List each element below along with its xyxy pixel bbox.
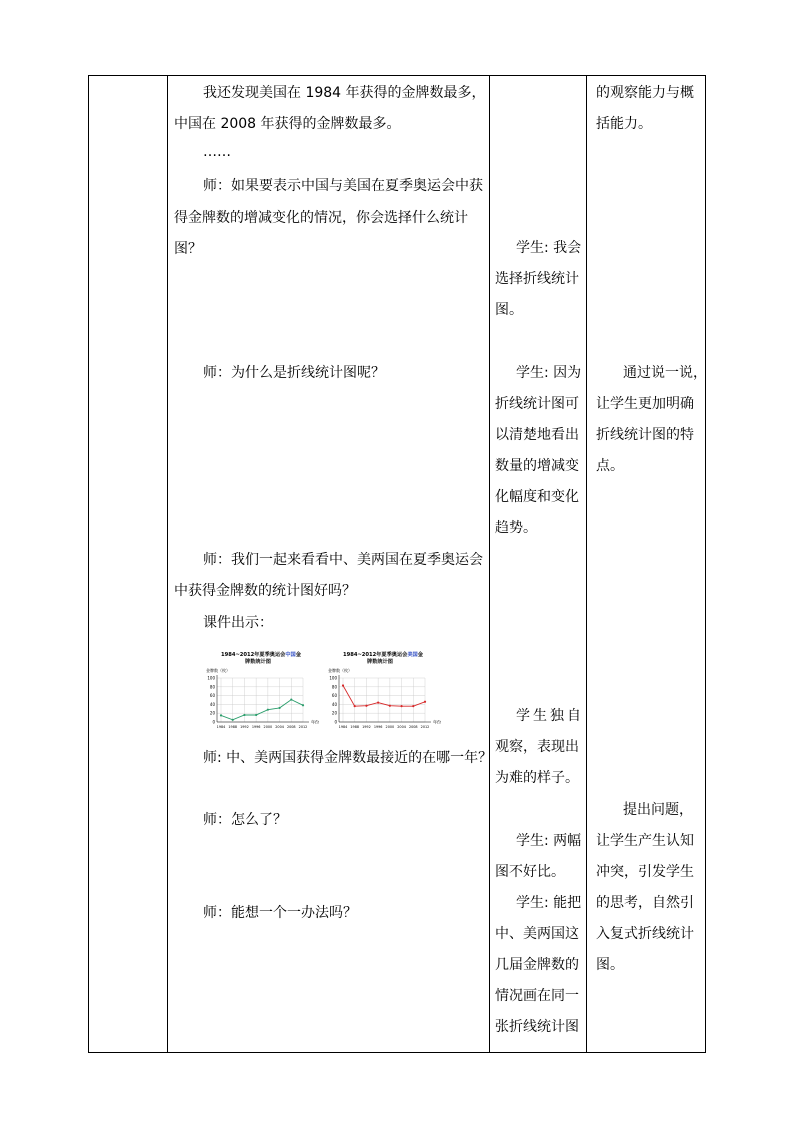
text-line: 折线统计图可: [495, 396, 579, 412]
series-line: [343, 686, 425, 707]
chart-usa: [325, 648, 443, 734]
data-point: [342, 684, 344, 686]
x-tick-label: 2004: [397, 725, 406, 729]
text-line: 几届金牌数的: [495, 957, 579, 973]
text-line: 提出问题，: [623, 802, 693, 818]
text-line: 的思考，自然引: [596, 895, 694, 911]
text-line: 情况画在同一: [495, 988, 579, 1004]
data-point: [220, 714, 222, 716]
text-line: 入复式折线统计: [596, 926, 694, 942]
x-tick-label: 1992: [362, 725, 371, 729]
y-tick-label: 80: [331, 684, 337, 690]
x-tick-label: 1988: [228, 725, 238, 729]
data-point: [389, 705, 391, 707]
text-line: 学生独自: [516, 708, 584, 724]
text-line: 冲突，引发学生: [596, 864, 694, 880]
y-tick-label: 0: [334, 719, 337, 725]
column-divider: [586, 76, 587, 1052]
data-point: [400, 705, 402, 707]
x-tick-label: 2012: [420, 725, 430, 729]
x-tick-label: 2012: [298, 725, 308, 729]
x-tick-label: 1984: [216, 725, 226, 729]
text-line: 点。: [596, 458, 624, 474]
text-line: 我还发现美国在 1984 年获得的金牌数最多，: [203, 85, 486, 101]
chart-title-line2: 牌数统计图: [367, 659, 393, 665]
text-line: 图？: [174, 241, 202, 257]
text-line: 师：如果要表示中国与美国在夏季奥运会中获: [203, 178, 483, 194]
data-point: [232, 719, 234, 721]
text-line: 学生: 两幅: [516, 833, 582, 849]
x-tick-label: 1984: [338, 725, 348, 729]
text-line: 的观察能力与概: [596, 85, 694, 101]
x-tick-label: 1988: [350, 725, 360, 729]
text-line: 让学生更加明确: [596, 396, 694, 412]
y-tick-label: 20: [209, 710, 215, 716]
text-line: 师：能想一个一办法吗？: [203, 905, 357, 921]
text-line: 学生: 因为: [516, 365, 582, 381]
series-line: [221, 700, 303, 720]
text-line: 化幅度和变化: [495, 489, 579, 505]
text-line: 选择折线统计: [495, 271, 579, 287]
text-line: 趋势。: [495, 520, 537, 536]
x-tick-label: 1996: [373, 725, 383, 729]
x-tick-label: 1992: [240, 725, 249, 729]
chart-china-svg: [203, 648, 321, 734]
text-line: 师: 中、美两国获得金牌数最接近的在哪一年？: [203, 750, 493, 766]
column-divider: [167, 76, 168, 1052]
x-tick-label: 2000: [263, 725, 273, 729]
chart-title-line2: 牌数统计图: [245, 659, 271, 665]
x-tick-label: 2000: [385, 725, 395, 729]
y-tick-label: 60: [331, 693, 337, 699]
text-line: 课件出示：: [203, 615, 273, 631]
chart-title: 1984~2012年夏季奥运会中国金: [221, 652, 301, 658]
text-line: 括能力。: [596, 116, 652, 132]
y-axis-label: 金牌数（枚）: [206, 668, 230, 673]
data-point: [365, 705, 367, 707]
data-point: [267, 709, 269, 711]
data-point: [377, 702, 379, 704]
text-line: 数量的增减变: [495, 458, 579, 474]
text-line: 图不好比。: [495, 864, 565, 880]
text-line: 学生: 能把: [516, 895, 582, 911]
column-divider: [489, 76, 490, 1052]
y-tick-label: 100: [329, 675, 337, 681]
data-point: [243, 714, 245, 716]
chart-title: 1984~2012年夏季奥运会美国金: [343, 652, 423, 658]
data-point: [354, 705, 356, 707]
text-line: 图。: [596, 957, 624, 973]
data-point: [412, 705, 414, 707]
y-tick-label: 80: [209, 684, 215, 690]
text-line: ……: [203, 144, 231, 160]
x-tick-label: 1996: [251, 725, 261, 729]
x-tick-label: 2008: [286, 725, 296, 729]
x-tick-label: 2004: [275, 725, 284, 729]
text-line: 师：为什么是折线统计图呢？: [203, 365, 385, 381]
chart-usa-svg: [325, 648, 443, 734]
y-tick-label: 40: [209, 701, 215, 707]
x-tick-label: 2008: [408, 725, 418, 729]
data-point: [278, 707, 280, 709]
y-tick-label: 60: [209, 693, 215, 699]
text-line: 通过说一说，: [623, 365, 707, 381]
y-tick-label: 20: [331, 710, 337, 716]
y-axis-label: 金牌数（枚）: [328, 668, 352, 673]
text-line: 让学生产生认知: [596, 833, 694, 849]
y-tick-label: 0: [212, 719, 215, 725]
data-point: [302, 704, 304, 706]
text-line: 为难的样子。: [495, 770, 579, 786]
text-line: 中获得金牌数的统计图好吗？: [174, 583, 356, 599]
data-point: [255, 714, 257, 716]
text-line: 折线统计图的特: [596, 427, 694, 443]
text-line: 观察，表现出: [495, 739, 579, 755]
data-point: [290, 698, 292, 700]
text-line: 中国在 2008 年获得的金牌数最多。: [174, 116, 401, 132]
text-line: 师：怎么了？: [203, 812, 287, 828]
text-line: 得金牌数的增减变化的情况，你会选择什么统计: [174, 210, 468, 226]
text-line: 中、美两国这: [495, 926, 579, 942]
text-line: 张折线统计图: [495, 1019, 579, 1035]
x-axis-label: 年份: [311, 719, 319, 725]
text-line: 学生: 我会: [516, 240, 582, 256]
text-line: 以清楚地看出: [495, 427, 579, 443]
y-tick-label: 40: [331, 701, 337, 707]
chart-china: [203, 648, 321, 734]
text-line: 图。: [495, 302, 523, 318]
y-tick-label: 100: [207, 675, 215, 681]
text-line: 师：我们一起来看看中、美两国在夏季奥运会: [203, 552, 483, 568]
data-point: [424, 701, 426, 703]
x-axis-label: 年份: [433, 719, 441, 725]
